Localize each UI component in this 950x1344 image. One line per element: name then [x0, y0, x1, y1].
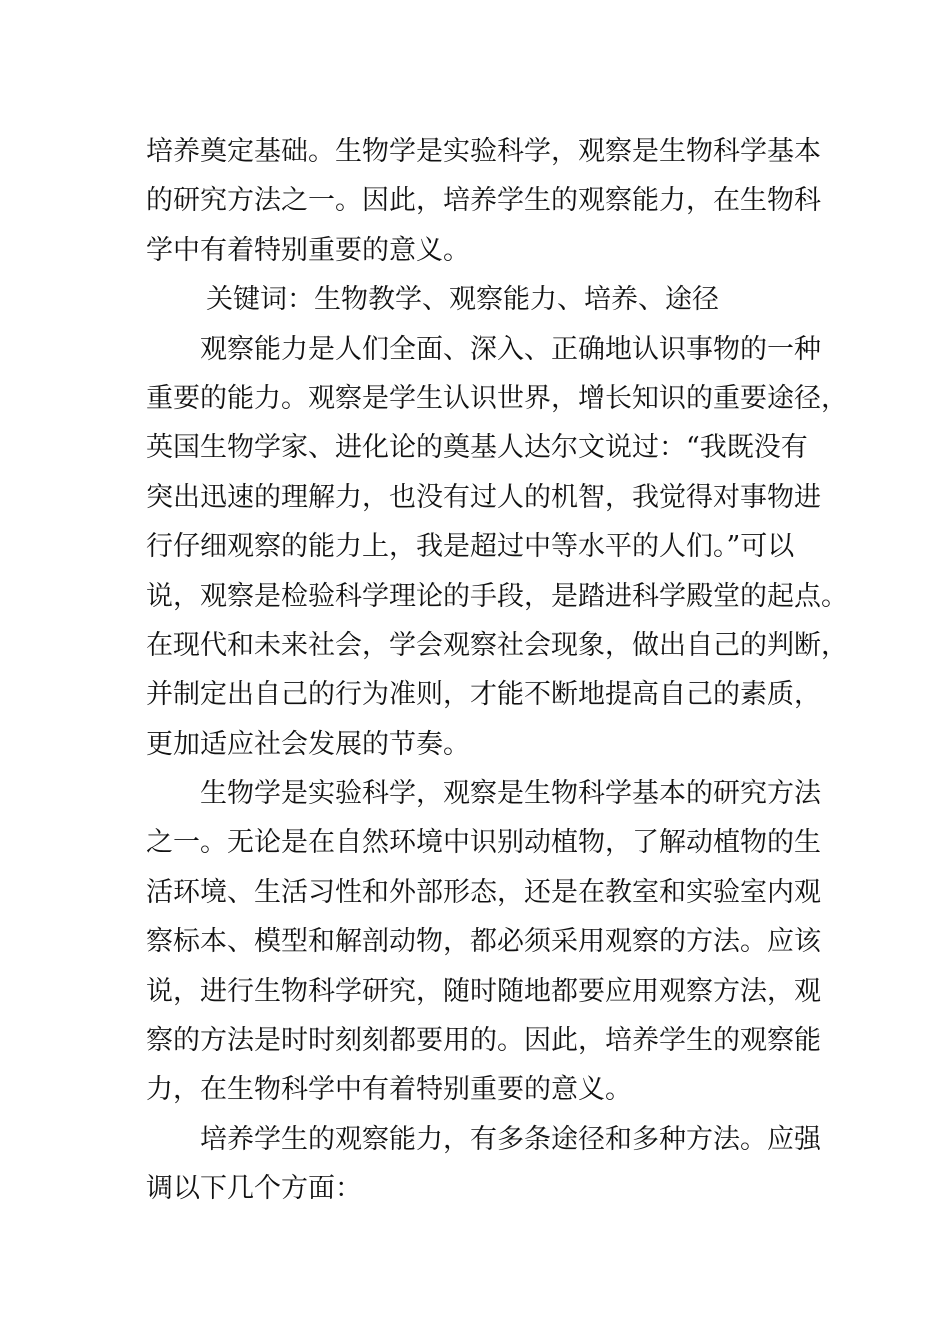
text-line: 察标本、模型和解剖动物，都必须采用观察的方法。应该 [146, 926, 821, 958]
paragraph-3 [146, 1115, 821, 1214]
paragraph-1 [146, 325, 848, 770]
abstract-tail [146, 127, 821, 275]
text-line: 并制定出自己的行为准则，才能不断地提高自己的素质， [146, 679, 821, 711]
text-line: 说，进行生物科学研究，随时随地都要应用观察方法，观 [146, 975, 821, 1007]
text-line: 生物学是实验科学，观察是生物科学基本的研究方法 [200, 778, 821, 810]
text-line: 更加适应社会发展的节奏。 [146, 728, 470, 760]
text-line: 调以下几个方面： [146, 1173, 362, 1205]
keywords-line: 关键词：生物教学、观察能力、培养、途径 [206, 284, 719, 316]
text-line: 观察能力是人们全面、深入、正确地认识事物的一种 [200, 333, 821, 365]
text-line: 突出迅速的理解力，也没有过人的机智，我觉得对事物进 [146, 481, 821, 513]
text-line: 的研究方法之一。因此，培养学生的观察能力，在生物科 [146, 185, 821, 217]
document-body [146, 127, 848, 1214]
text-line: 力，在生物科学中有着特别重要的意义。 [146, 1074, 632, 1106]
text-line: 察的方法是时时刻刻都要用的。因此，培养学生的观察能 [146, 1025, 821, 1057]
text-line: 学中有着特别重要的意义。 [146, 234, 470, 266]
text-line: 培养学生的观察能力，有多条途径和多种方法。应强 [200, 1123, 821, 1155]
text-line: 之一。无论是在自然环境中识别动植物，了解动植物的生 [146, 827, 821, 859]
text-line: 英国生物学家、进化论的奠基人达尔文说过：“我既没有 [146, 432, 808, 464]
text-line: 重要的能力。观察是学生认识世界，增长知识的重要途径， [146, 382, 848, 414]
text-line: 行仔细观察的能力上，我是超过中等水平的人们。”可以 [146, 531, 795, 563]
text-line: 活环境、生活习性和外部形态，还是在教室和实验室内观 [146, 876, 821, 908]
paragraph-2 [146, 769, 821, 1115]
text-line: 在现代和未来社会，学会观察社会现象，做出自己的判断， [146, 629, 848, 661]
text-line: 培养奠定基础。生物学是实验科学，观察是生物科学基本 [146, 136, 821, 167]
text-line: 说，观察是检验科学理论的手段，是踏进科学殿堂的起点。 [146, 580, 848, 612]
